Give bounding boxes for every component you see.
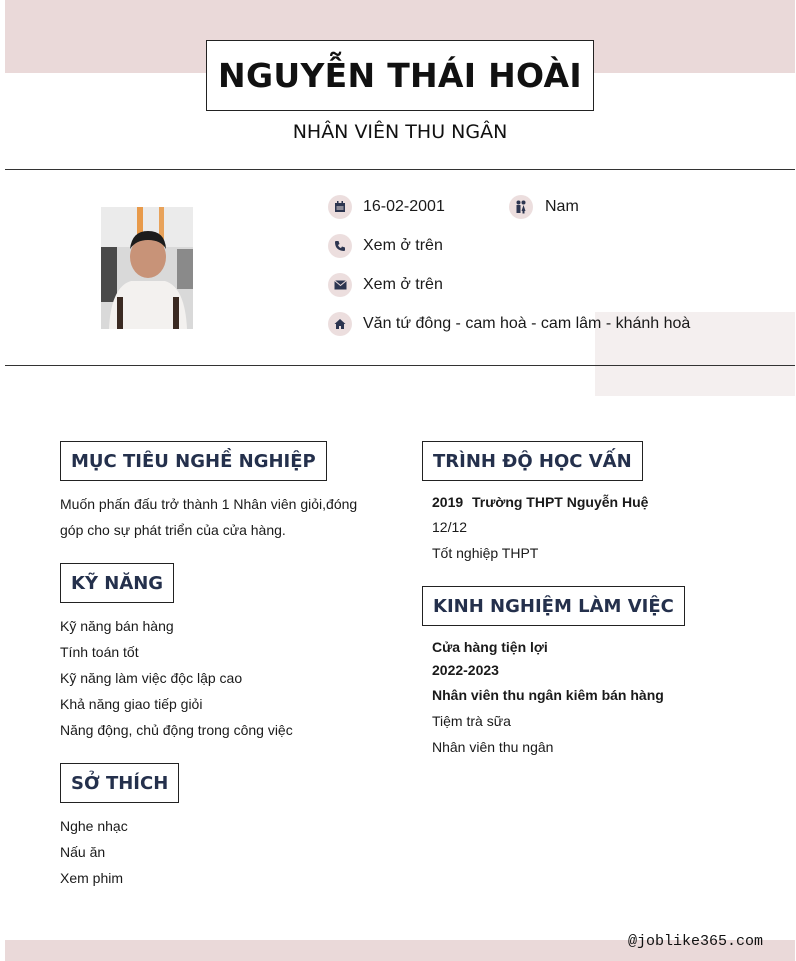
hobby-item: Nghe nhạc bbox=[60, 818, 128, 834]
birthday-text: 16-02-2001 bbox=[363, 198, 445, 215]
divider-top bbox=[5, 169, 795, 170]
skill-item: Kỹ năng bán hàng bbox=[60, 618, 174, 634]
education-year: 2019 bbox=[432, 494, 464, 510]
home-icon bbox=[328, 312, 352, 336]
skill-item: Tính toán tốt bbox=[60, 644, 139, 660]
education-heading bbox=[422, 441, 643, 481]
objective-line: Muốn phấn đấu trở thành 1 Nhân viên giỏi,đóng bbox=[60, 496, 358, 512]
objective-heading-label: MỤC TIÊU NGHỀ NGHIỆP bbox=[71, 450, 316, 472]
experience-heading bbox=[422, 586, 685, 626]
address-text: Văn tứ đông - cam hoà - cam lâm - khánh hoà bbox=[363, 315, 691, 332]
skill-item: Kỹ năng làm việc độc lập cao bbox=[60, 670, 243, 686]
skills-heading-label: KỸ NĂNG bbox=[71, 572, 164, 594]
objective-heading bbox=[60, 441, 327, 481]
experience-role: Nhân viên thu ngân kiêm bán hàng bbox=[432, 687, 664, 703]
hobby-item: Nấu ăn bbox=[60, 844, 106, 860]
name-box bbox=[206, 40, 594, 111]
divider-bottom bbox=[5, 365, 795, 366]
education-grade: 12/12 bbox=[432, 519, 468, 535]
skill-item: Năng động, chủ động trong công việc bbox=[60, 722, 293, 738]
gender-text: Nam bbox=[545, 198, 579, 215]
skills-heading bbox=[60, 563, 174, 603]
experience-period: 2022-2023 bbox=[432, 662, 499, 678]
phone-text: Xem ở trên bbox=[363, 237, 443, 254]
job-title: NHÂN VIÊN THU NGÂN bbox=[292, 121, 508, 143]
experience-heading-label: KINH NGHIỆM LÀM VIỆC bbox=[433, 595, 674, 617]
calendar-icon bbox=[328, 195, 352, 219]
education-result: Tốt nghiệp THPT bbox=[432, 545, 539, 561]
email-text: Xem ở trên bbox=[363, 276, 443, 293]
hobbies-heading bbox=[60, 763, 179, 803]
gender-icon bbox=[509, 195, 533, 219]
hobbies-heading-label: SỞ THÍCH bbox=[71, 772, 169, 794]
experience-role-2: Nhân viên thu ngân bbox=[432, 739, 554, 755]
experience-place: Tiệm trà sữa bbox=[432, 713, 511, 729]
hobby-item: Xem phim bbox=[60, 870, 124, 886]
skill-item: Khả năng giao tiếp giỏi bbox=[60, 696, 203, 712]
experience-company: Cửa hàng tiện lợi bbox=[432, 639, 548, 655]
email-icon bbox=[328, 273, 352, 297]
education-school: Trường THPT Nguyễn Huệ bbox=[472, 494, 649, 510]
objective-line: góp cho sự phát triển của cửa hàng. bbox=[60, 522, 286, 538]
phone-icon bbox=[328, 234, 352, 258]
watermark: @joblike365.com bbox=[628, 933, 764, 950]
education-heading-label: TRÌNH ĐỘ HỌC VẤN bbox=[433, 450, 632, 472]
full-name: NGUYỄN THÁI HOÀI bbox=[218, 56, 582, 95]
profile-photo bbox=[101, 207, 193, 329]
